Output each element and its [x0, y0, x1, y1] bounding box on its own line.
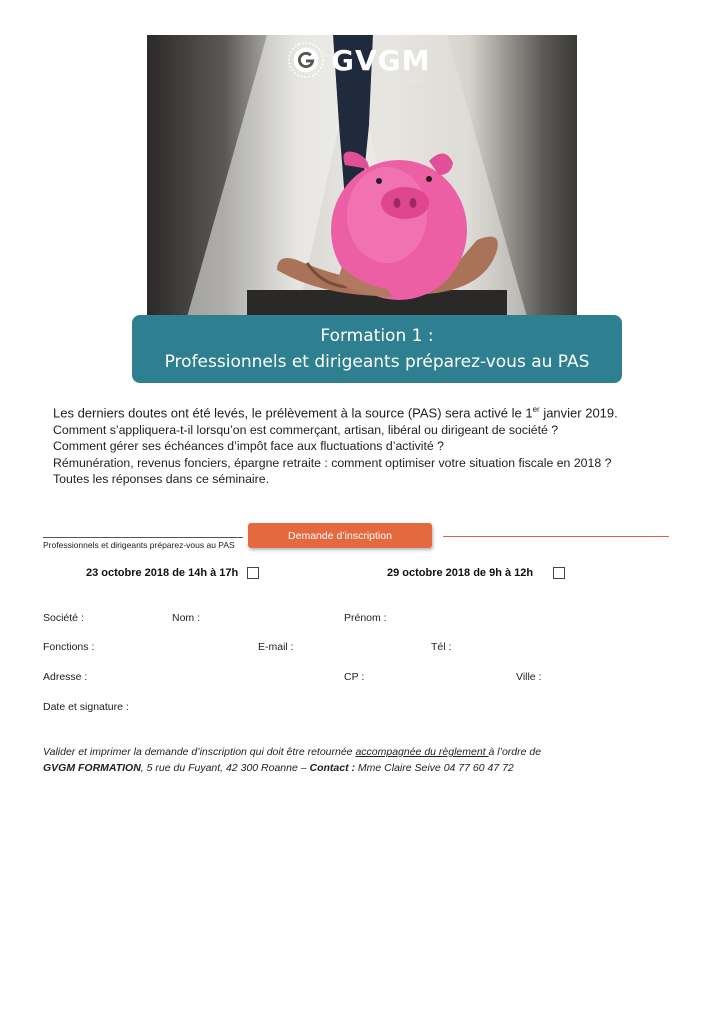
- footer-address: , 5 rue du Fuyant, 42 300 Roanne –: [140, 762, 310, 774]
- inscription-button[interactable]: Demande d’inscription: [248, 523, 432, 548]
- session-1-label: 23 octobre 2018 de 14h à 17h: [86, 567, 239, 579]
- footer-text-1: Valider et imprimer la demande d’inscription qui doit être retournée: [43, 746, 356, 758]
- session-2-checkbox[interactable]: [553, 567, 565, 579]
- signature-field[interactable]: Date et signature :: [43, 701, 129, 713]
- prenom-field[interactable]: Prénom :: [344, 612, 387, 624]
- fonctions-field[interactable]: Fonctions :: [43, 641, 95, 653]
- footer-text-2: à l’ordre de: [488, 746, 542, 758]
- ville-field[interactable]: Ville :: [516, 671, 542, 683]
- divider-left: [43, 537, 243, 538]
- divider-right: [443, 536, 669, 537]
- session-2-label: 29 octobre 2018 de 9h à 12h: [387, 567, 534, 579]
- footer-line-2: [43, 760, 643, 776]
- intro-lead: [53, 402, 673, 422]
- banner-subtitle: Professionnels et dirigeants préparez-vous au PAS: [164, 352, 590, 372]
- adresse-field[interactable]: Adresse :: [43, 671, 88, 683]
- footer-line-1: [43, 744, 643, 760]
- cp-field[interactable]: CP :: [344, 671, 365, 683]
- gvgm-logo-icon: [287, 41, 325, 79]
- intro-question-3: Rémunération, revenus fonciers, épargne retraite : comment optimiser votre situation fiscale en 2018 ?: [53, 455, 612, 470]
- email-field[interactable]: E-mail :: [258, 641, 294, 653]
- form-subject: Professionnels et dirigeants préparez-vous au PAS: [43, 540, 235, 550]
- gvgm-logo: [287, 40, 431, 80]
- nom-field[interactable]: Nom :: [172, 612, 201, 624]
- tel-field[interactable]: Tél :: [431, 641, 452, 653]
- logo-tagline: formation: [393, 78, 428, 84]
- logo-wordmark: GVGM: [331, 43, 431, 77]
- banner-title: Formation 1 :: [320, 326, 434, 346]
- formation-banner: [132, 315, 622, 383]
- footer-underlined: accompagnée du règlement: [355, 746, 489, 758]
- intro-lead-text: Les derniers doutes ont été levés, le prélèvement à la source (PAS) sera activé le 1: [53, 405, 533, 421]
- intro-question-2: Comment gérer ses échéances d’impôt face aux fluctuations d’activité ?: [53, 439, 444, 454]
- session-1-checkbox[interactable]: [247, 567, 259, 579]
- intro-text: [53, 402, 673, 488]
- intro-question-1: Comment s’appliquera-t-il lorsqu’on est commerçant, artisan, libéral ou dirigeant de société ?: [53, 422, 559, 437]
- footer-company: GVGM FORMATION: [43, 762, 141, 774]
- footer-instructions: [43, 744, 643, 776]
- intro-lead-sup: er: [532, 405, 540, 414]
- societe-field[interactable]: Société :: [43, 612, 84, 624]
- footer-contact-label: Contact :: [309, 762, 355, 774]
- intro-closing: Toutes les réponses dans ce séminaire.: [53, 472, 269, 487]
- intro-lead-end: janvier 2019.: [539, 405, 618, 421]
- footer-contact: Mme Claire Seive 04 77 60 47 72: [355, 762, 514, 774]
